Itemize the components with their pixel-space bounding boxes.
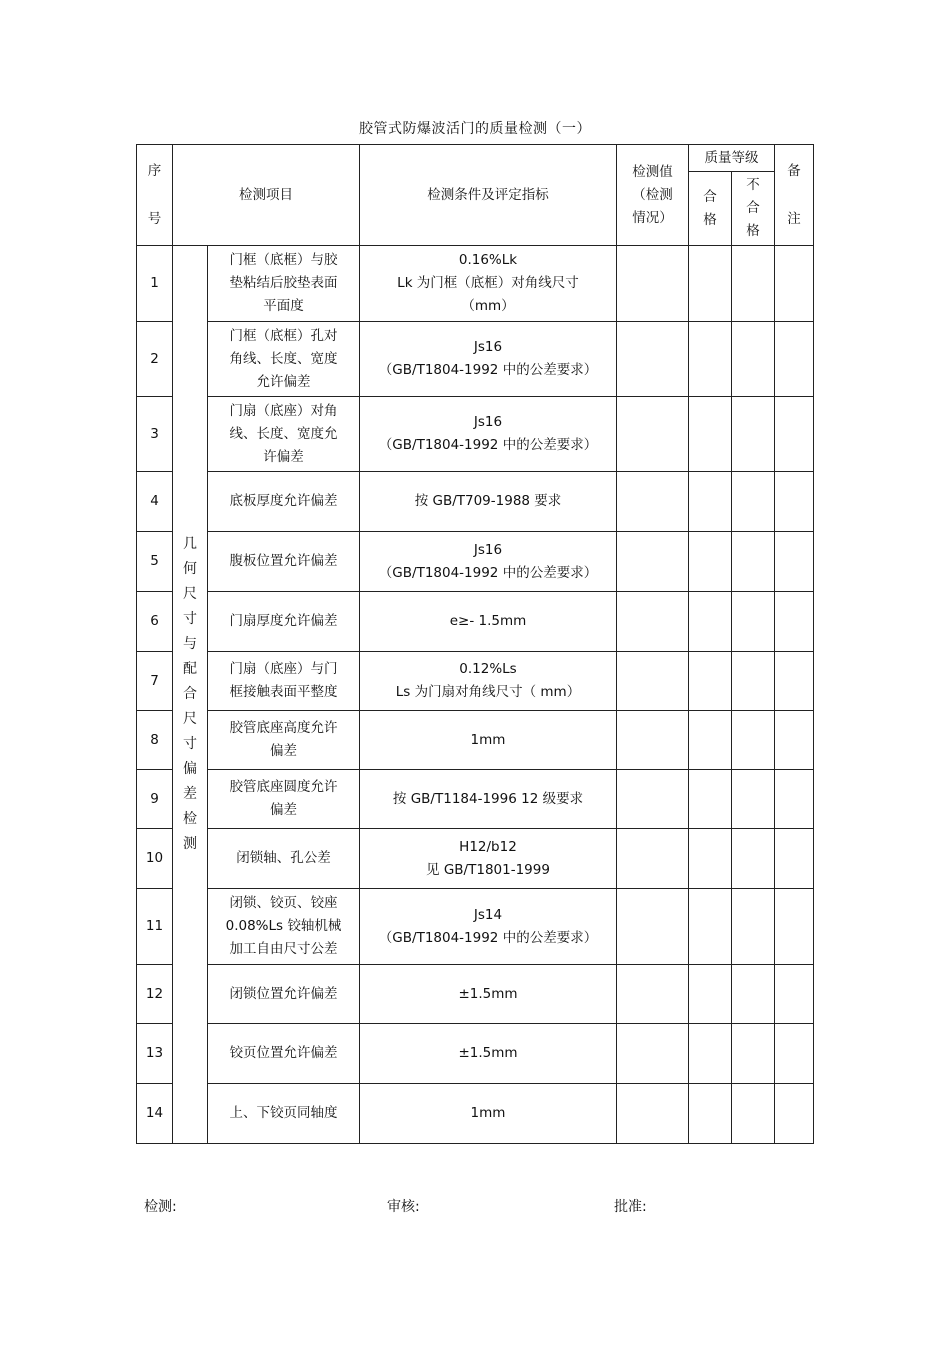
row-number: 11: [137, 889, 173, 965]
table-row: [137, 397, 814, 472]
condition-cell: 按 GB/T1184-1996 12 级要求: [360, 770, 617, 829]
row-number: 14: [137, 1084, 173, 1144]
item-cell: 门扇厚度允许偏差: [208, 592, 360, 652]
row-number: 2: [137, 322, 173, 397]
measured-value-cell[interactable]: [617, 829, 689, 889]
remark-cell[interactable]: [775, 472, 814, 532]
header-row: [137, 145, 814, 172]
table-row: [137, 472, 814, 532]
inspector-label: 检测:: [144, 1199, 177, 1215]
item-cell: 门扇（底座）与门 框接触表面平整度: [208, 652, 360, 711]
remark-cell[interactable]: [775, 1084, 814, 1144]
pass-cell[interactable]: [689, 397, 732, 472]
condition-cell: Js16 （GB/T1804-1992 中的公差要求）: [360, 532, 617, 592]
header-seq: 序 号: [137, 145, 173, 246]
pass-cell[interactable]: [689, 711, 732, 770]
pass-cell[interactable]: [689, 770, 732, 829]
condition-cell: 1mm: [360, 1084, 617, 1144]
item-cell: 门框（底框）与胶 垫粘结后胶垫表面 平面度: [208, 246, 360, 322]
pass-cell[interactable]: [689, 965, 732, 1024]
table-row: [137, 246, 814, 322]
measured-value-cell[interactable]: [617, 397, 689, 472]
header-item: 检测项目: [173, 145, 360, 246]
fail-cell[interactable]: [732, 711, 775, 770]
table-row: [137, 829, 814, 889]
condition-cell: 1mm: [360, 711, 617, 770]
header-fail: 不 合 格: [732, 172, 775, 246]
measured-value-cell[interactable]: [617, 1024, 689, 1084]
reviewer-label: 审核:: [387, 1199, 420, 1215]
pass-cell[interactable]: [689, 889, 732, 965]
category-cell: [173, 246, 208, 1144]
header-pass: 合 格: [689, 172, 732, 246]
fail-cell[interactable]: [732, 246, 775, 322]
remark-cell[interactable]: [775, 770, 814, 829]
fail-cell[interactable]: [732, 592, 775, 652]
condition-cell: H12/b12 见 GB/T1801-1999: [360, 829, 617, 889]
measured-value-cell[interactable]: [617, 652, 689, 711]
item-cell: 闭锁位置允许偏差: [208, 965, 360, 1024]
pass-cell[interactable]: [689, 246, 732, 322]
fail-cell[interactable]: [732, 1024, 775, 1084]
fail-cell[interactable]: [732, 532, 775, 592]
table-row: [137, 322, 814, 397]
remark-cell[interactable]: [775, 246, 814, 322]
measured-value-cell[interactable]: [617, 322, 689, 397]
row-number: 7: [137, 652, 173, 711]
condition-cell: ±1.5mm: [360, 1024, 617, 1084]
fail-cell[interactable]: [732, 397, 775, 472]
row-number: 9: [137, 770, 173, 829]
item-cell: 门框（底框）孔对 角线、长度、宽度 允许偏差: [208, 322, 360, 397]
table-row: [137, 711, 814, 770]
measured-value-cell[interactable]: [617, 472, 689, 532]
fail-cell[interactable]: [732, 965, 775, 1024]
row-number: 13: [137, 1024, 173, 1084]
item-cell: 闭锁、铰页、铰座 0.08%Ls 铰轴机械 加工自由尺寸公差: [208, 889, 360, 965]
header-condition: 检测条件及评定指标: [360, 145, 617, 246]
row-number: 12: [137, 965, 173, 1024]
remark-cell[interactable]: [775, 397, 814, 472]
pass-cell[interactable]: [689, 472, 732, 532]
condition-cell: Js14 （GB/T1804-1992 中的公差要求）: [360, 889, 617, 965]
condition-cell: Js16 （GB/T1804-1992 中的公差要求）: [360, 322, 617, 397]
approver-label: 批准:: [614, 1199, 647, 1215]
document-title: 胶管式防爆波活门的质量检测（一）: [359, 121, 591, 137]
remark-cell[interactable]: [775, 829, 814, 889]
table-row: [137, 592, 814, 652]
pass-cell[interactable]: [689, 652, 732, 711]
fail-cell[interactable]: [732, 1084, 775, 1144]
table-row: [137, 652, 814, 711]
fail-cell[interactable]: [732, 829, 775, 889]
pass-cell[interactable]: [689, 322, 732, 397]
table-row: [137, 770, 814, 829]
header-measured: 检测值 （检测 情况）: [617, 145, 689, 246]
measured-value-cell[interactable]: [617, 532, 689, 592]
item-cell: 闭锁轴、孔公差: [208, 829, 360, 889]
row-number: 4: [137, 472, 173, 532]
measured-value-cell[interactable]: [617, 965, 689, 1024]
pass-cell[interactable]: [689, 829, 732, 889]
condition-cell: 按 GB/T709-1988 要求: [360, 472, 617, 532]
condition-cell: 0.16%Lk Lk 为门框（底框）对角线尺寸 （mm）: [360, 246, 617, 322]
item-cell: 门扇（底座）对角 线、长度、宽度允 许偏差: [208, 397, 360, 472]
condition-cell: Js16 （GB/T1804-1992 中的公差要求）: [360, 397, 617, 472]
condition-cell: e≥- 1.5mm: [360, 592, 617, 652]
row-number: 5: [137, 532, 173, 592]
table-row: [137, 1024, 814, 1084]
measured-value-cell[interactable]: [617, 246, 689, 322]
item-cell: 胶管底座高度允许 偏差: [208, 711, 360, 770]
item-cell: 铰页位置允许偏差: [208, 1024, 360, 1084]
measured-value-cell[interactable]: [617, 889, 689, 965]
row-number: 1: [137, 246, 173, 322]
row-number: 8: [137, 711, 173, 770]
table-row: [137, 1084, 814, 1144]
remark-cell[interactable]: [775, 652, 814, 711]
item-cell: 胶管底座圆度允许 偏差: [208, 770, 360, 829]
condition-cell: 0.12%Ls Ls 为门扇对角线尺寸（ mm）: [360, 652, 617, 711]
fail-cell[interactable]: [732, 770, 775, 829]
pass-cell[interactable]: [689, 532, 732, 592]
header-grade: 质量等级: [689, 145, 775, 172]
table-row: [137, 532, 814, 592]
fail-cell[interactable]: [732, 472, 775, 532]
remark-cell[interactable]: [775, 592, 814, 652]
pass-cell[interactable]: [689, 1024, 732, 1084]
remark-cell[interactable]: [775, 532, 814, 592]
pass-cell[interactable]: [689, 1084, 732, 1144]
remark-cell[interactable]: [775, 1024, 814, 1084]
remark-cell[interactable]: [775, 889, 814, 965]
header-remark: 备 注: [775, 145, 814, 246]
measured-value-cell[interactable]: [617, 1084, 689, 1144]
measured-value-cell[interactable]: [617, 592, 689, 652]
measured-value-cell[interactable]: [617, 770, 689, 829]
row-number: 6: [137, 592, 173, 652]
table-row: [137, 965, 814, 1024]
inspection-table: [136, 144, 814, 1144]
row-number: 10: [137, 829, 173, 889]
item-cell: 上、下铰页同轴度: [208, 1084, 360, 1144]
remark-cell[interactable]: [775, 711, 814, 770]
remark-cell[interactable]: [775, 965, 814, 1024]
item-cell: 腹板位置允许偏差: [208, 532, 360, 592]
fail-cell[interactable]: [732, 889, 775, 965]
measured-value-cell[interactable]: [617, 711, 689, 770]
row-number: 3: [137, 397, 173, 472]
table-row: [137, 889, 814, 965]
category-label: 几何尺寸与配合尺寸偏差检测: [183, 536, 197, 852]
fail-cell[interactable]: [732, 652, 775, 711]
condition-cell: ±1.5mm: [360, 965, 617, 1024]
item-cell: 底板厚度允许偏差: [208, 472, 360, 532]
fail-cell[interactable]: [732, 322, 775, 397]
pass-cell[interactable]: [689, 592, 732, 652]
remark-cell[interactable]: [775, 322, 814, 397]
